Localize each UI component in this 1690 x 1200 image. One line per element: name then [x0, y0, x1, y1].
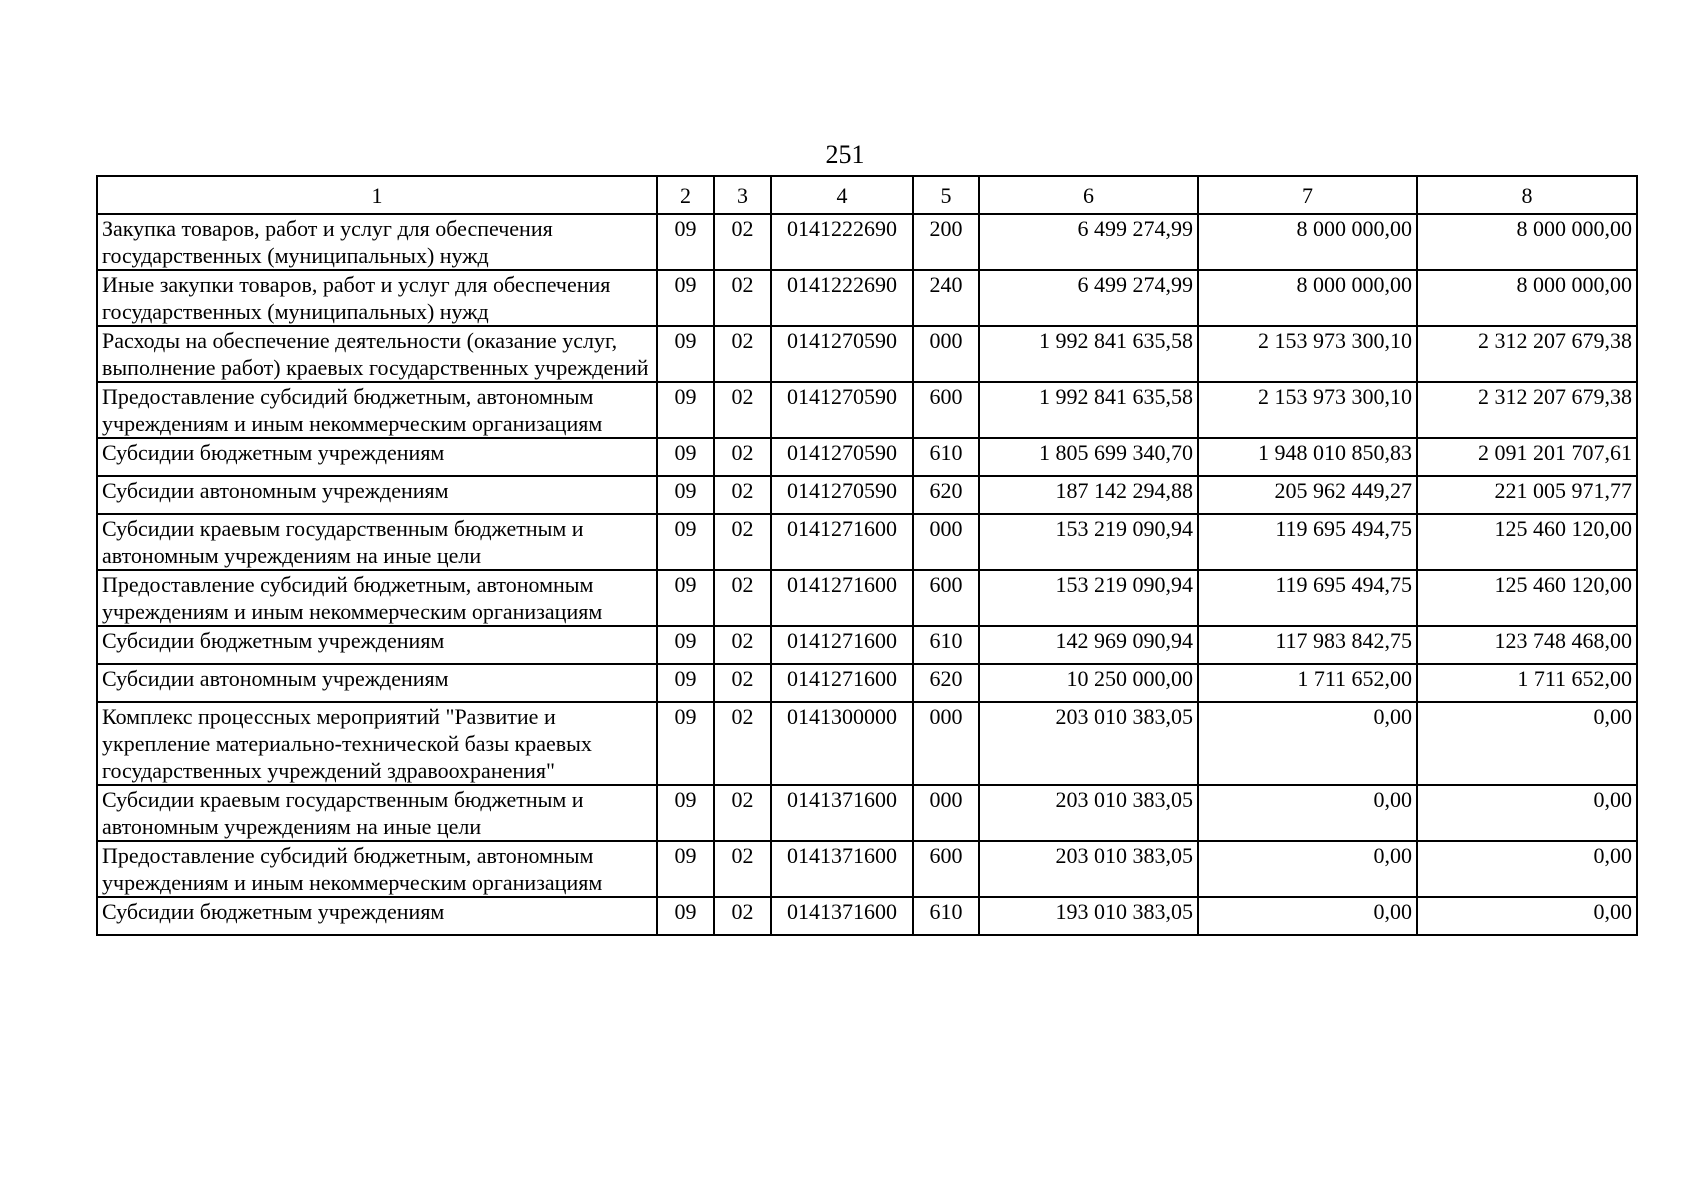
row-amount-7: 0,00	[1198, 897, 1417, 935]
table-row	[97, 382, 1637, 438]
row-section: 09	[657, 702, 714, 785]
column-header: 6	[979, 176, 1198, 214]
row-subsection: 02	[714, 214, 771, 270]
column-header: 1	[97, 176, 657, 214]
row-amount-8: 0,00	[1417, 702, 1637, 785]
row-subsection: 02	[714, 664, 771, 702]
row-subsection: 02	[714, 514, 771, 570]
table-row	[97, 664, 1637, 702]
row-subsection: 02	[714, 382, 771, 438]
row-amount-8: 8 000 000,00	[1417, 270, 1637, 326]
row-expense-type: 000	[913, 785, 979, 841]
row-section: 09	[657, 382, 714, 438]
table-row	[97, 270, 1637, 326]
row-section: 09	[657, 897, 714, 935]
row-amount-8: 125 460 120,00	[1417, 514, 1637, 570]
row-amount-8: 8 000 000,00	[1417, 214, 1637, 270]
row-amount-8: 221 005 971,77	[1417, 476, 1637, 514]
row-amount-6: 153 219 090,94	[979, 514, 1198, 570]
row-expense-type: 620	[913, 476, 979, 514]
row-section: 09	[657, 570, 714, 626]
row-section: 09	[657, 664, 714, 702]
row-target-article: 0141222690	[771, 270, 913, 326]
row-amount-6: 1 992 841 635,58	[979, 326, 1198, 382]
row-amount-7: 205 962 449,27	[1198, 476, 1417, 514]
row-amount-6: 142 969 090,94	[979, 626, 1198, 664]
row-amount-8: 125 460 120,00	[1417, 570, 1637, 626]
row-amount-8: 2 312 207 679,38	[1417, 326, 1637, 382]
row-section: 09	[657, 626, 714, 664]
table-row	[97, 702, 1637, 785]
page-number: 251	[825, 140, 865, 169]
row-target-article: 0141271600	[771, 514, 913, 570]
column-header: 7	[1198, 176, 1417, 214]
row-target-article: 0141270590	[771, 382, 913, 438]
row-amount-6: 203 010 383,05	[979, 702, 1198, 785]
row-name: Субсидии бюджетным учреждениям	[97, 897, 657, 935]
row-name: Предоставление субсидий бюджетным, автономным учреждениям и иным некоммерческим организациям	[97, 570, 657, 626]
row-expense-type: 610	[913, 626, 979, 664]
row-target-article: 0141270590	[771, 438, 913, 476]
table-row	[97, 626, 1637, 664]
row-subsection: 02	[714, 897, 771, 935]
budget-table	[96, 175, 1638, 936]
row-amount-6: 203 010 383,05	[979, 841, 1198, 897]
row-name: Иные закупки товаров, работ и услуг для обеспечения государственных (муниципальных) нужд	[97, 270, 657, 326]
row-expense-type: 610	[913, 897, 979, 935]
row-subsection: 02	[714, 785, 771, 841]
row-amount-6: 6 499 274,99	[979, 214, 1198, 270]
row-expense-type: 620	[913, 664, 979, 702]
row-amount-6: 6 499 274,99	[979, 270, 1198, 326]
row-amount-7: 1 711 652,00	[1198, 664, 1417, 702]
row-name: Субсидии краевым государственным бюджетным и автономным учреждениям на иные цели	[97, 514, 657, 570]
row-section: 09	[657, 438, 714, 476]
row-amount-7: 119 695 494,75	[1198, 570, 1417, 626]
row-expense-type: 600	[913, 841, 979, 897]
table-row	[97, 476, 1637, 514]
row-amount-6: 193 010 383,05	[979, 897, 1198, 935]
row-amount-6: 1 805 699 340,70	[979, 438, 1198, 476]
column-header: 8	[1417, 176, 1637, 214]
row-amount-6: 1 992 841 635,58	[979, 382, 1198, 438]
row-amount-7: 2 153 973 300,10	[1198, 382, 1417, 438]
row-amount-6: 153 219 090,94	[979, 570, 1198, 626]
row-amount-7: 2 153 973 300,10	[1198, 326, 1417, 382]
row-target-article: 0141271600	[771, 664, 913, 702]
row-name: Субсидии бюджетным учреждениям	[97, 626, 657, 664]
row-expense-type: 000	[913, 702, 979, 785]
row-amount-6: 10 250 000,00	[979, 664, 1198, 702]
row-amount-8: 2 312 207 679,38	[1417, 382, 1637, 438]
row-target-article: 0141371600	[771, 785, 913, 841]
row-expense-type: 000	[913, 514, 979, 570]
table-row	[97, 438, 1637, 476]
row-target-article: 0141271600	[771, 626, 913, 664]
row-amount-7: 8 000 000,00	[1198, 214, 1417, 270]
row-amount-8: 0,00	[1417, 841, 1637, 897]
row-amount-8: 0,00	[1417, 785, 1637, 841]
row-name: Субсидии краевым государственным бюджетным и автономным учреждениям на иные цели	[97, 785, 657, 841]
row-section: 09	[657, 270, 714, 326]
column-header: 4	[771, 176, 913, 214]
row-name: Субсидии бюджетным учреждениям	[97, 438, 657, 476]
table-row	[97, 570, 1637, 626]
row-amount-7: 1 948 010 850,83	[1198, 438, 1417, 476]
table-row	[97, 841, 1637, 897]
column-header: 5	[913, 176, 979, 214]
row-amount-8: 2 091 201 707,61	[1417, 438, 1637, 476]
row-subsection: 02	[714, 841, 771, 897]
row-name: Предоставление субсидий бюджетным, автономным учреждениям и иным некоммерческим организациям	[97, 841, 657, 897]
row-expense-type: 600	[913, 382, 979, 438]
row-subsection: 02	[714, 438, 771, 476]
row-amount-7: 0,00	[1198, 841, 1417, 897]
row-name: Предоставление субсидий бюджетным, автономным учреждениям и иным некоммерческим организациям	[97, 382, 657, 438]
row-section: 09	[657, 214, 714, 270]
row-subsection: 02	[714, 326, 771, 382]
row-section: 09	[657, 514, 714, 570]
column-header: 3	[714, 176, 771, 214]
table-row	[97, 897, 1637, 935]
row-subsection: 02	[714, 476, 771, 514]
table-row	[97, 214, 1637, 270]
table-row	[97, 326, 1637, 382]
row-subsection: 02	[714, 702, 771, 785]
row-section: 09	[657, 841, 714, 897]
row-amount-7: 119 695 494,75	[1198, 514, 1417, 570]
row-subsection: 02	[714, 570, 771, 626]
row-name: Расходы на обеспечение деятельности (оказание услуг, выполнение работ) краевых государственных учреждений	[97, 326, 657, 382]
row-target-article: 0141270590	[771, 326, 913, 382]
table-row	[97, 785, 1637, 841]
row-expense-type: 000	[913, 326, 979, 382]
table-row	[97, 514, 1637, 570]
row-name: Субсидии автономным учреждениям	[97, 476, 657, 514]
row-expense-type: 610	[913, 438, 979, 476]
row-target-article: 0141270590	[771, 476, 913, 514]
row-target-article: 0141222690	[771, 214, 913, 270]
row-amount-8: 1 711 652,00	[1417, 664, 1637, 702]
row-section: 09	[657, 785, 714, 841]
row-amount-8: 123 748 468,00	[1417, 626, 1637, 664]
row-amount-7: 8 000 000,00	[1198, 270, 1417, 326]
row-expense-type: 200	[913, 214, 979, 270]
row-section: 09	[657, 476, 714, 514]
row-amount-7: 0,00	[1198, 702, 1417, 785]
row-name: Закупка товаров, работ и услуг для обеспечения государственных (муниципальных) нужд	[97, 214, 657, 270]
row-amount-7: 0,00	[1198, 785, 1417, 841]
row-name: Субсидии автономным учреждениям	[97, 664, 657, 702]
row-target-article: 0141371600	[771, 841, 913, 897]
row-subsection: 02	[714, 626, 771, 664]
row-expense-type: 600	[913, 570, 979, 626]
row-amount-6: 203 010 383,05	[979, 785, 1198, 841]
row-amount-7: 117 983 842,75	[1198, 626, 1417, 664]
row-section: 09	[657, 326, 714, 382]
row-subsection: 02	[714, 270, 771, 326]
row-name: Комплекс процессных мероприятий "Развитие и укрепление материально-технической базы краевых государственных учреждений здравоохранения"	[97, 702, 657, 785]
column-header: 2	[657, 176, 714, 214]
header-row	[97, 176, 1637, 214]
row-amount-8: 0,00	[1417, 897, 1637, 935]
row-amount-6: 187 142 294,88	[979, 476, 1198, 514]
row-target-article: 0141271600	[771, 570, 913, 626]
row-target-article: 0141371600	[771, 897, 913, 935]
row-expense-type: 240	[913, 270, 979, 326]
row-target-article: 0141300000	[771, 702, 913, 785]
